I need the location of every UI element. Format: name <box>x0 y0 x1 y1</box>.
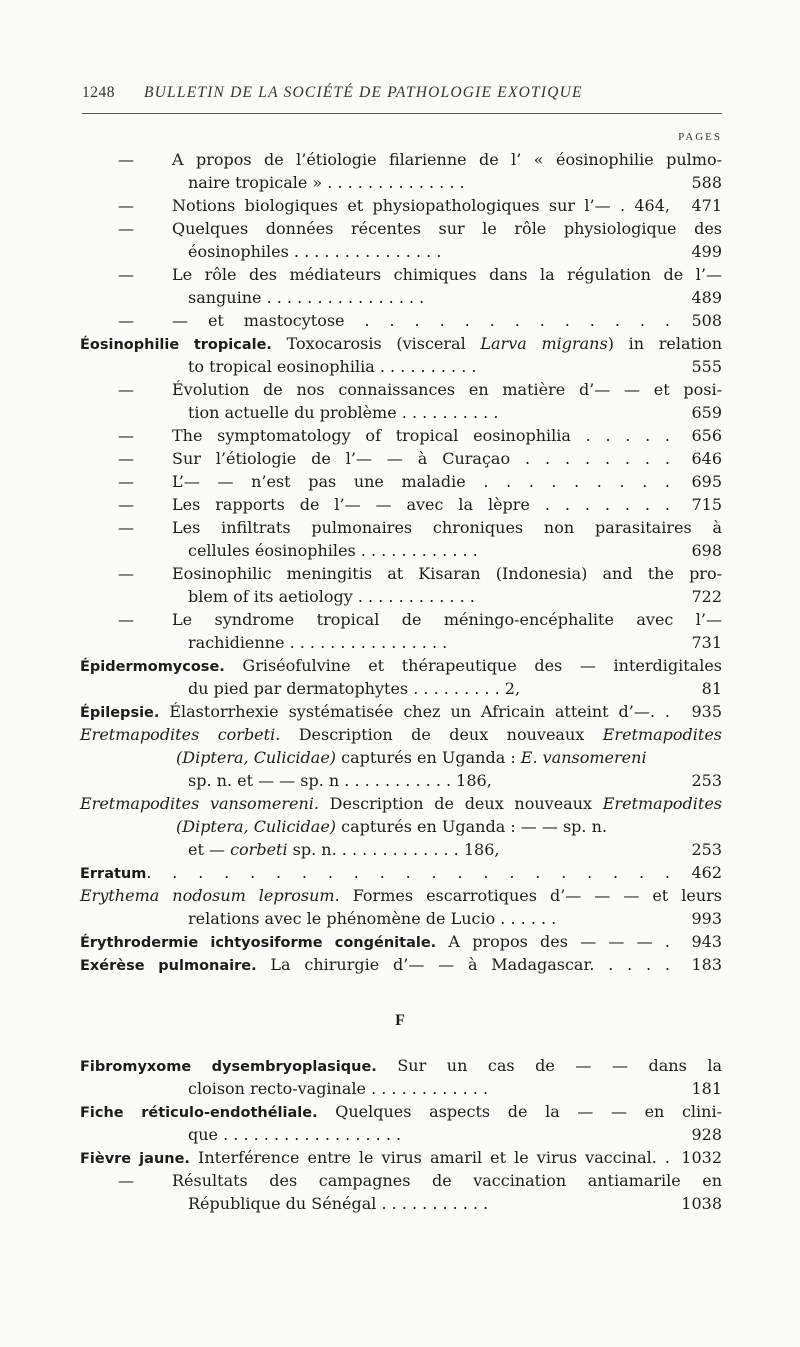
page-reference: 722 <box>691 587 722 606</box>
index-entries-f <box>80 1056 722 1217</box>
ditto-dash: — <box>118 426 134 445</box>
page-reference: 183 <box>691 955 722 974</box>
index-line <box>80 748 722 771</box>
headword: Fiche réticulo-endothéliale. <box>80 1105 318 1121</box>
index-line <box>80 1056 722 1079</box>
index-line <box>80 794 722 817</box>
entry-text-italic: corbeti <box>230 840 288 859</box>
entry-text: capturés en Uganda : <box>336 748 521 767</box>
index-line-text <box>80 541 722 560</box>
index-line <box>80 725 722 748</box>
index-line-text <box>80 886 722 905</box>
index-line <box>80 1148 722 1171</box>
headword: Exérèse pulmonaire. <box>80 958 257 974</box>
headword: Épilepsie. <box>80 705 160 721</box>
index-line <box>80 541 722 564</box>
entry-text: cloison recto-vaginale . . . . . . . . . . . . <box>188 1079 489 1098</box>
entry-text: Le rôle des médiateurs chimiques dans la régulation de l’— <box>172 265 722 284</box>
page-reference: 715 <box>691 495 722 514</box>
index-line <box>80 679 722 702</box>
page-reference: 659 <box>691 403 722 422</box>
entry-text: Résultats des campagnes de vaccination antiamarile en <box>172 1171 722 1190</box>
page-reference: 1032 <box>681 1148 722 1167</box>
entry-text: tion actuelle du problème . . . . . . . . . . <box>188 403 499 422</box>
index-line <box>80 265 722 288</box>
ditto-dash: — <box>118 610 134 629</box>
entry-text: et — <box>188 840 231 859</box>
index-line <box>80 242 722 265</box>
index-line-text <box>80 840 722 859</box>
ditto-dash: — <box>118 472 134 491</box>
index-line <box>80 840 722 863</box>
page-reference: 471 <box>691 196 722 215</box>
index-line-text <box>80 771 722 790</box>
headword-italic: Erythema nodosum leprosum. <box>80 886 340 905</box>
entry-text: éosinophiles . . . . . . . . . . . . . . . <box>188 242 442 261</box>
index-line-text <box>80 587 722 606</box>
index-line <box>80 196 722 219</box>
index-line <box>80 219 722 242</box>
index-line-text <box>80 380 722 399</box>
entry-text: naire tropicale » . . . . . . . . . . . . . . <box>188 173 465 192</box>
entry-text: Quelques aspects de la — — en clini- <box>317 1102 722 1121</box>
index-line-text <box>80 403 722 422</box>
index-line-text <box>80 449 722 468</box>
entry-text: ) in relation <box>607 334 722 353</box>
entry-text: relations avec le phénomène de Lucio . . . . . . <box>188 909 557 928</box>
index-line-text <box>80 495 722 514</box>
entry-text: Description de deux nouveaux <box>318 794 603 813</box>
headword: Fièvre jaune. <box>80 1151 190 1167</box>
entry-text: The symptomatology of tropical eosinophilia . . . . . <box>172 426 670 445</box>
page-reference: 656 <box>691 426 722 445</box>
index-line-text <box>80 610 722 629</box>
headword: Éosinophilie tropicale. <box>80 337 272 353</box>
section-letter-f: F <box>395 1012 405 1029</box>
index-line <box>80 656 722 679</box>
index-line-text <box>80 702 722 721</box>
page-reference: 695 <box>691 472 722 491</box>
headword-italic: Eretmapodites vansomereni. <box>80 794 319 813</box>
index-line <box>80 633 722 656</box>
entry-text-italic: Larva migrans <box>480 334 608 353</box>
headword: Fibromyxome dysembryoplasique. <box>80 1059 377 1075</box>
index-line <box>80 955 722 978</box>
entry-text: A propos de l’étiologie filarienne de l’ « éosinophilie pulmo- <box>172 150 722 169</box>
index-line <box>80 1102 722 1125</box>
entry-text: Griséofulvine et thérapeutique des — interdigitales <box>224 656 722 675</box>
index-line-text <box>80 426 722 445</box>
ditto-dash: — <box>118 380 134 399</box>
headword: Épidermomycose. <box>80 659 225 675</box>
page-reference: 1038 <box>681 1194 722 1213</box>
entry-text: sp. n. . . . . . . . . . . . . 186, <box>287 840 500 859</box>
entry-text: Toxocarosis (visceral <box>271 334 481 353</box>
index-line-text <box>80 725 722 744</box>
index-line-text <box>80 334 722 353</box>
ditto-dash: — <box>118 564 134 583</box>
index-line-text <box>80 288 722 307</box>
index-line-text <box>80 1102 722 1121</box>
ditto-dash: — <box>118 495 134 514</box>
page-reference: 253 <box>691 771 722 790</box>
page-reference: 181 <box>691 1079 722 1098</box>
index-line-text <box>80 955 722 974</box>
page-reference: 555 <box>691 357 722 376</box>
index-line-text <box>80 150 722 169</box>
index-line <box>80 817 722 840</box>
entry-text: capturés en Uganda : — — sp. n. <box>336 817 607 836</box>
ditto-dash: — <box>118 518 134 537</box>
index-line <box>80 886 722 909</box>
index-line <box>80 495 722 518</box>
page-reference: 81 <box>701 679 722 698</box>
index-line-text <box>80 196 722 215</box>
index-line-text <box>80 265 722 284</box>
entry-text: Le syndrome tropical de méningo-encéphalite avec l’— <box>172 610 722 629</box>
entry-text: Description de deux nouveaux <box>280 725 603 744</box>
page-number: 1248 <box>82 84 115 101</box>
entry-text: que . . . . . . . . . . . . . . . . . . <box>188 1125 402 1144</box>
headword-italic: Eretmapodites corbeti. <box>80 725 281 744</box>
entry-text: . . . . . . . . . . . . . . . . . . . . . <box>146 863 670 882</box>
index-line <box>80 564 722 587</box>
entry-text: to tropical eosinophilia . . . . . . . . . . <box>188 357 477 376</box>
page-reference: 489 <box>691 288 722 307</box>
index-line-text <box>80 173 722 192</box>
index-line-text <box>80 656 722 675</box>
ditto-dash: — <box>118 196 134 215</box>
entry-text: République du Sénégal . . . . . . . . . . . <box>188 1194 489 1213</box>
entry-text-italic: (Diptera, Culicidae) <box>176 817 337 836</box>
entry-text: A propos des — — — . <box>436 932 670 951</box>
index-line-text <box>80 863 722 882</box>
page-reference: 928 <box>691 1125 722 1144</box>
index-line <box>80 150 722 173</box>
index-line <box>80 173 722 196</box>
index-line-text <box>80 564 722 583</box>
index-line <box>80 587 722 610</box>
index-line-text <box>80 909 722 928</box>
pages-column-label: PAGES <box>678 131 722 143</box>
page-reference: 499 <box>691 242 722 261</box>
index-line <box>80 288 722 311</box>
page-reference: 935 <box>691 702 722 721</box>
page-reference: 508 <box>691 311 722 330</box>
page-reference: 646 <box>691 449 722 468</box>
index-line-text <box>80 817 722 836</box>
index-line-text <box>80 1171 722 1190</box>
index-line-text <box>80 932 722 951</box>
entry-text: Sur un cas de — — dans la <box>376 1056 722 1075</box>
headword: Erratum <box>80 866 147 882</box>
ditto-dash: — <box>118 150 134 169</box>
index-entries-e <box>80 150 722 978</box>
index-line-text <box>80 794 722 813</box>
entry-text: Les rapports de l’— — avec la lèpre . . . . . . . <box>172 495 670 514</box>
page-reference: 731 <box>691 633 722 652</box>
index-line-text <box>80 311 722 330</box>
index-line-text <box>80 357 722 376</box>
headword: Érythrodermie ichtyosiforme congénitale. <box>80 935 437 951</box>
ditto-dash: — <box>118 311 134 330</box>
entry-text: Formes escarrotiques d’— — — et leurs <box>339 886 722 905</box>
entry-text-italic: E. vansomereni <box>520 748 647 767</box>
index-line <box>80 863 722 886</box>
page-reference: 943 <box>691 932 722 951</box>
index-line-text <box>80 518 722 537</box>
entry-text: Les infiltrats pulmonaires chroniques non parasitaires à <box>172 518 722 537</box>
index-line <box>80 357 722 380</box>
index-line-text <box>80 1194 722 1213</box>
entry-text: sp. n. et — — sp. n . . . . . . . . . . . 186, <box>188 771 492 790</box>
entry-text: Eosinophilic meningitis at Kisaran (Indonesia) and the pro- <box>172 564 722 583</box>
entry-text: Quelques données récentes sur le rôle physiologique des <box>172 219 722 238</box>
index-line-text <box>80 242 722 261</box>
ditto-dash: — <box>118 449 134 468</box>
ditto-dash: — <box>118 1171 134 1190</box>
entry-text: blem of its aetiology . . . . . . . . . . . . <box>188 587 475 606</box>
index-line-text <box>80 633 722 652</box>
ditto-dash: — <box>118 265 134 284</box>
index-line-text <box>80 1148 722 1167</box>
journal-title: BULLETIN DE LA SOCIÉTÉ DE PATHOLOGIE EXOTIQUE <box>144 84 583 101</box>
entry-text: Interférence entre le virus amaril et le virus vaccinal. . <box>189 1148 671 1167</box>
index-line <box>80 932 722 955</box>
entry-text: Notions biologiques et physiopathologiques sur l’— . 464, <box>172 196 670 215</box>
entry-text: Évolution de nos connaissances en matière d’— — et posi- <box>172 380 722 399</box>
index-line-text <box>80 1079 722 1098</box>
index-line <box>80 472 722 495</box>
entry-text: cellules éosinophiles . . . . . . . . . . . . <box>188 541 478 560</box>
index-line <box>80 610 722 633</box>
entry-text-italic: Eretmapodites <box>602 725 723 744</box>
entry-text: Élastorrhexie systématisée chez un Africain atteint d’—. . <box>159 702 670 721</box>
page-reference: 462 <box>691 863 722 882</box>
index-line <box>80 518 722 541</box>
index-line <box>80 1171 722 1194</box>
page-reference: 588 <box>691 173 722 192</box>
index-line <box>80 426 722 449</box>
entry-text-italic: (Diptera, Culicidae) <box>176 748 337 767</box>
entry-text-italic: Eretmapodites <box>602 794 723 813</box>
index-line <box>80 1125 722 1148</box>
index-line <box>80 311 722 334</box>
index-line-text <box>80 1056 722 1075</box>
index-line <box>80 1079 722 1102</box>
page-reference: 698 <box>691 541 722 560</box>
ditto-dash: — <box>118 219 134 238</box>
index-line <box>80 1194 722 1217</box>
page-reference: 253 <box>691 840 722 859</box>
index-line <box>80 334 722 357</box>
entry-text: La chirurgie d’— — à Madagascar. . . . . <box>256 955 671 974</box>
index-line <box>80 702 722 725</box>
index-line-text <box>80 1125 722 1144</box>
page-reference: 993 <box>691 909 722 928</box>
index-line <box>80 380 722 403</box>
entry-text: du pied par dermatophytes . . . . . . . . . 2, <box>188 679 521 698</box>
header-rule <box>82 113 722 114</box>
entry-text: rachidienne . . . . . . . . . . . . . . . . <box>188 633 448 652</box>
entry-text: — et mastocytose . . . . . . . . . . . . . <box>172 311 670 330</box>
entry-text: sanguine . . . . . . . . . . . . . . . . <box>188 288 425 307</box>
index-line-text <box>80 748 722 767</box>
index-line-text <box>80 472 722 491</box>
index-line <box>80 771 722 794</box>
entry-text: L’— — n’est pas une maladie . . . . . . . . . <box>172 472 670 491</box>
index-line-text <box>80 679 722 698</box>
index-line <box>80 909 722 932</box>
index-line <box>80 449 722 472</box>
index-line-text <box>80 219 722 238</box>
entry-text: Sur l’étiologie de l’— — à Curaçao . . . . . . . . <box>172 449 670 468</box>
index-line <box>80 403 722 426</box>
